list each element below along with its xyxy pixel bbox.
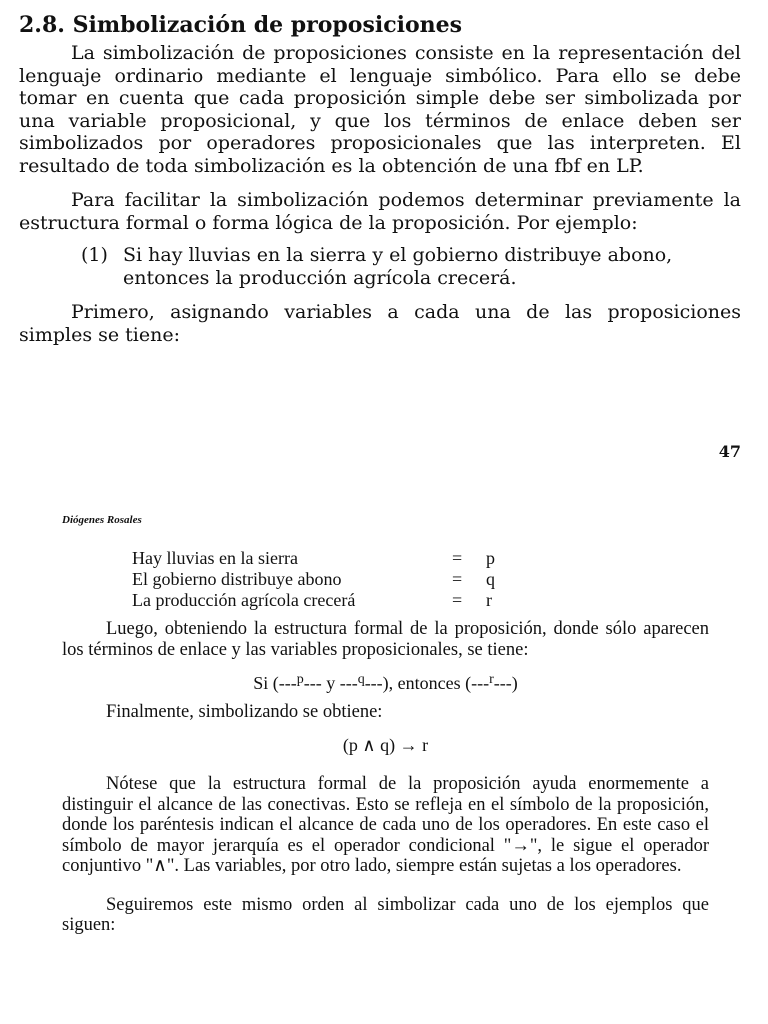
variable-row — [132, 548, 495, 569]
example-number: (1) — [81, 244, 108, 266]
equals-sign: = — [452, 548, 463, 568]
variable-row — [132, 569, 495, 590]
page-number: 47 — [718, 442, 741, 461]
formal-structure — [62, 672, 709, 694]
variable-assignment-table — [132, 548, 495, 611]
variable-letter: r — [486, 590, 492, 610]
equals-sign: = — [452, 590, 463, 610]
symbolic-formula: (p ∧ q) → r — [342, 735, 429, 755]
example-1 — [81, 244, 741, 289]
page-48-text — [62, 514, 709, 936]
structure-p: p — [296, 672, 304, 687]
proposition-text: El gobierno distribuye abono — [132, 569, 342, 589]
section-heading: 2.8. Simbolización de proposiciones — [19, 12, 463, 38]
running-header-author: Diógenes Rosales — [62, 514, 142, 526]
paragraph-notese: Nótese que la estructura formal de la proposición ayuda enormemente a distinguir el alcance de las conectivas. Esto se refleja en el símbolo de la proposición, donde los paréntesis indican el alcance de cada uno de los operadores. En este caso el símbolo de mayor jerarquía es el operador condicional "→", le sigue el operador conjuntivo "∧". Las variables, por otro lado, siempre están sujetas a los operadores. — [62, 774, 709, 876]
paragraph-facilitar: Para facilitar la simbolización podemos determinar previamente la estructura formal o forma lógica de la proposición. Por ejemplo: — [19, 189, 741, 234]
equals-sign: = — [452, 569, 463, 589]
paragraph-primero: Primero, asignando variables a cada una de las proposiciones simples se tiene: — [19, 301, 741, 346]
proposition-text: Hay lluvias en la sierra — [132, 548, 298, 568]
structure-entonces: ---), entonces (--- — [364, 673, 490, 693]
paragraph-luego: Luego, obteniendo la estructura formal de la proposición, donde sólo aparecen los términos de enlace y las variables proposicionales, se tiene: — [62, 619, 709, 660]
structure-end: ---) — [493, 673, 518, 693]
paragraph-finalmente: Finalmente, simbolizando se obtiene: — [106, 702, 383, 722]
paragraph-intro: La simbolización de proposiciones consiste en la representación del lenguaje ordinario mediante el lenguaje simbólico. Para ello se debe tomar en cuenta que cada proposición simple debe ser simbolizada por una variable proposicional, y que los términos de enlace deben ser simbolizados por operadores proposicionales que las interpreten. El resultado de toda simbolización es la obtención de una fbf en LP. — [19, 42, 741, 177]
page-47-text — [19, 12, 741, 346]
structure-si: Si (--- — [253, 673, 297, 693]
variable-letter: p — [486, 548, 495, 568]
structure-r: r — [489, 672, 494, 687]
variable-letter: q — [486, 569, 495, 589]
structure-q: q — [357, 672, 365, 687]
paragraph-seguiremos: Seguiremos este mismo orden al simbolizar cada uno de los ejemplos que siguen: — [62, 894, 709, 935]
proposition-text: La producción agrícola crecerá — [132, 590, 356, 610]
example-text: Si hay lluvias en la sierra y el gobierno distribuye abono, entonces la producción agrícola crecerá. — [123, 244, 673, 289]
structure-y: --- y --- — [303, 673, 358, 693]
variable-row — [132, 590, 495, 611]
